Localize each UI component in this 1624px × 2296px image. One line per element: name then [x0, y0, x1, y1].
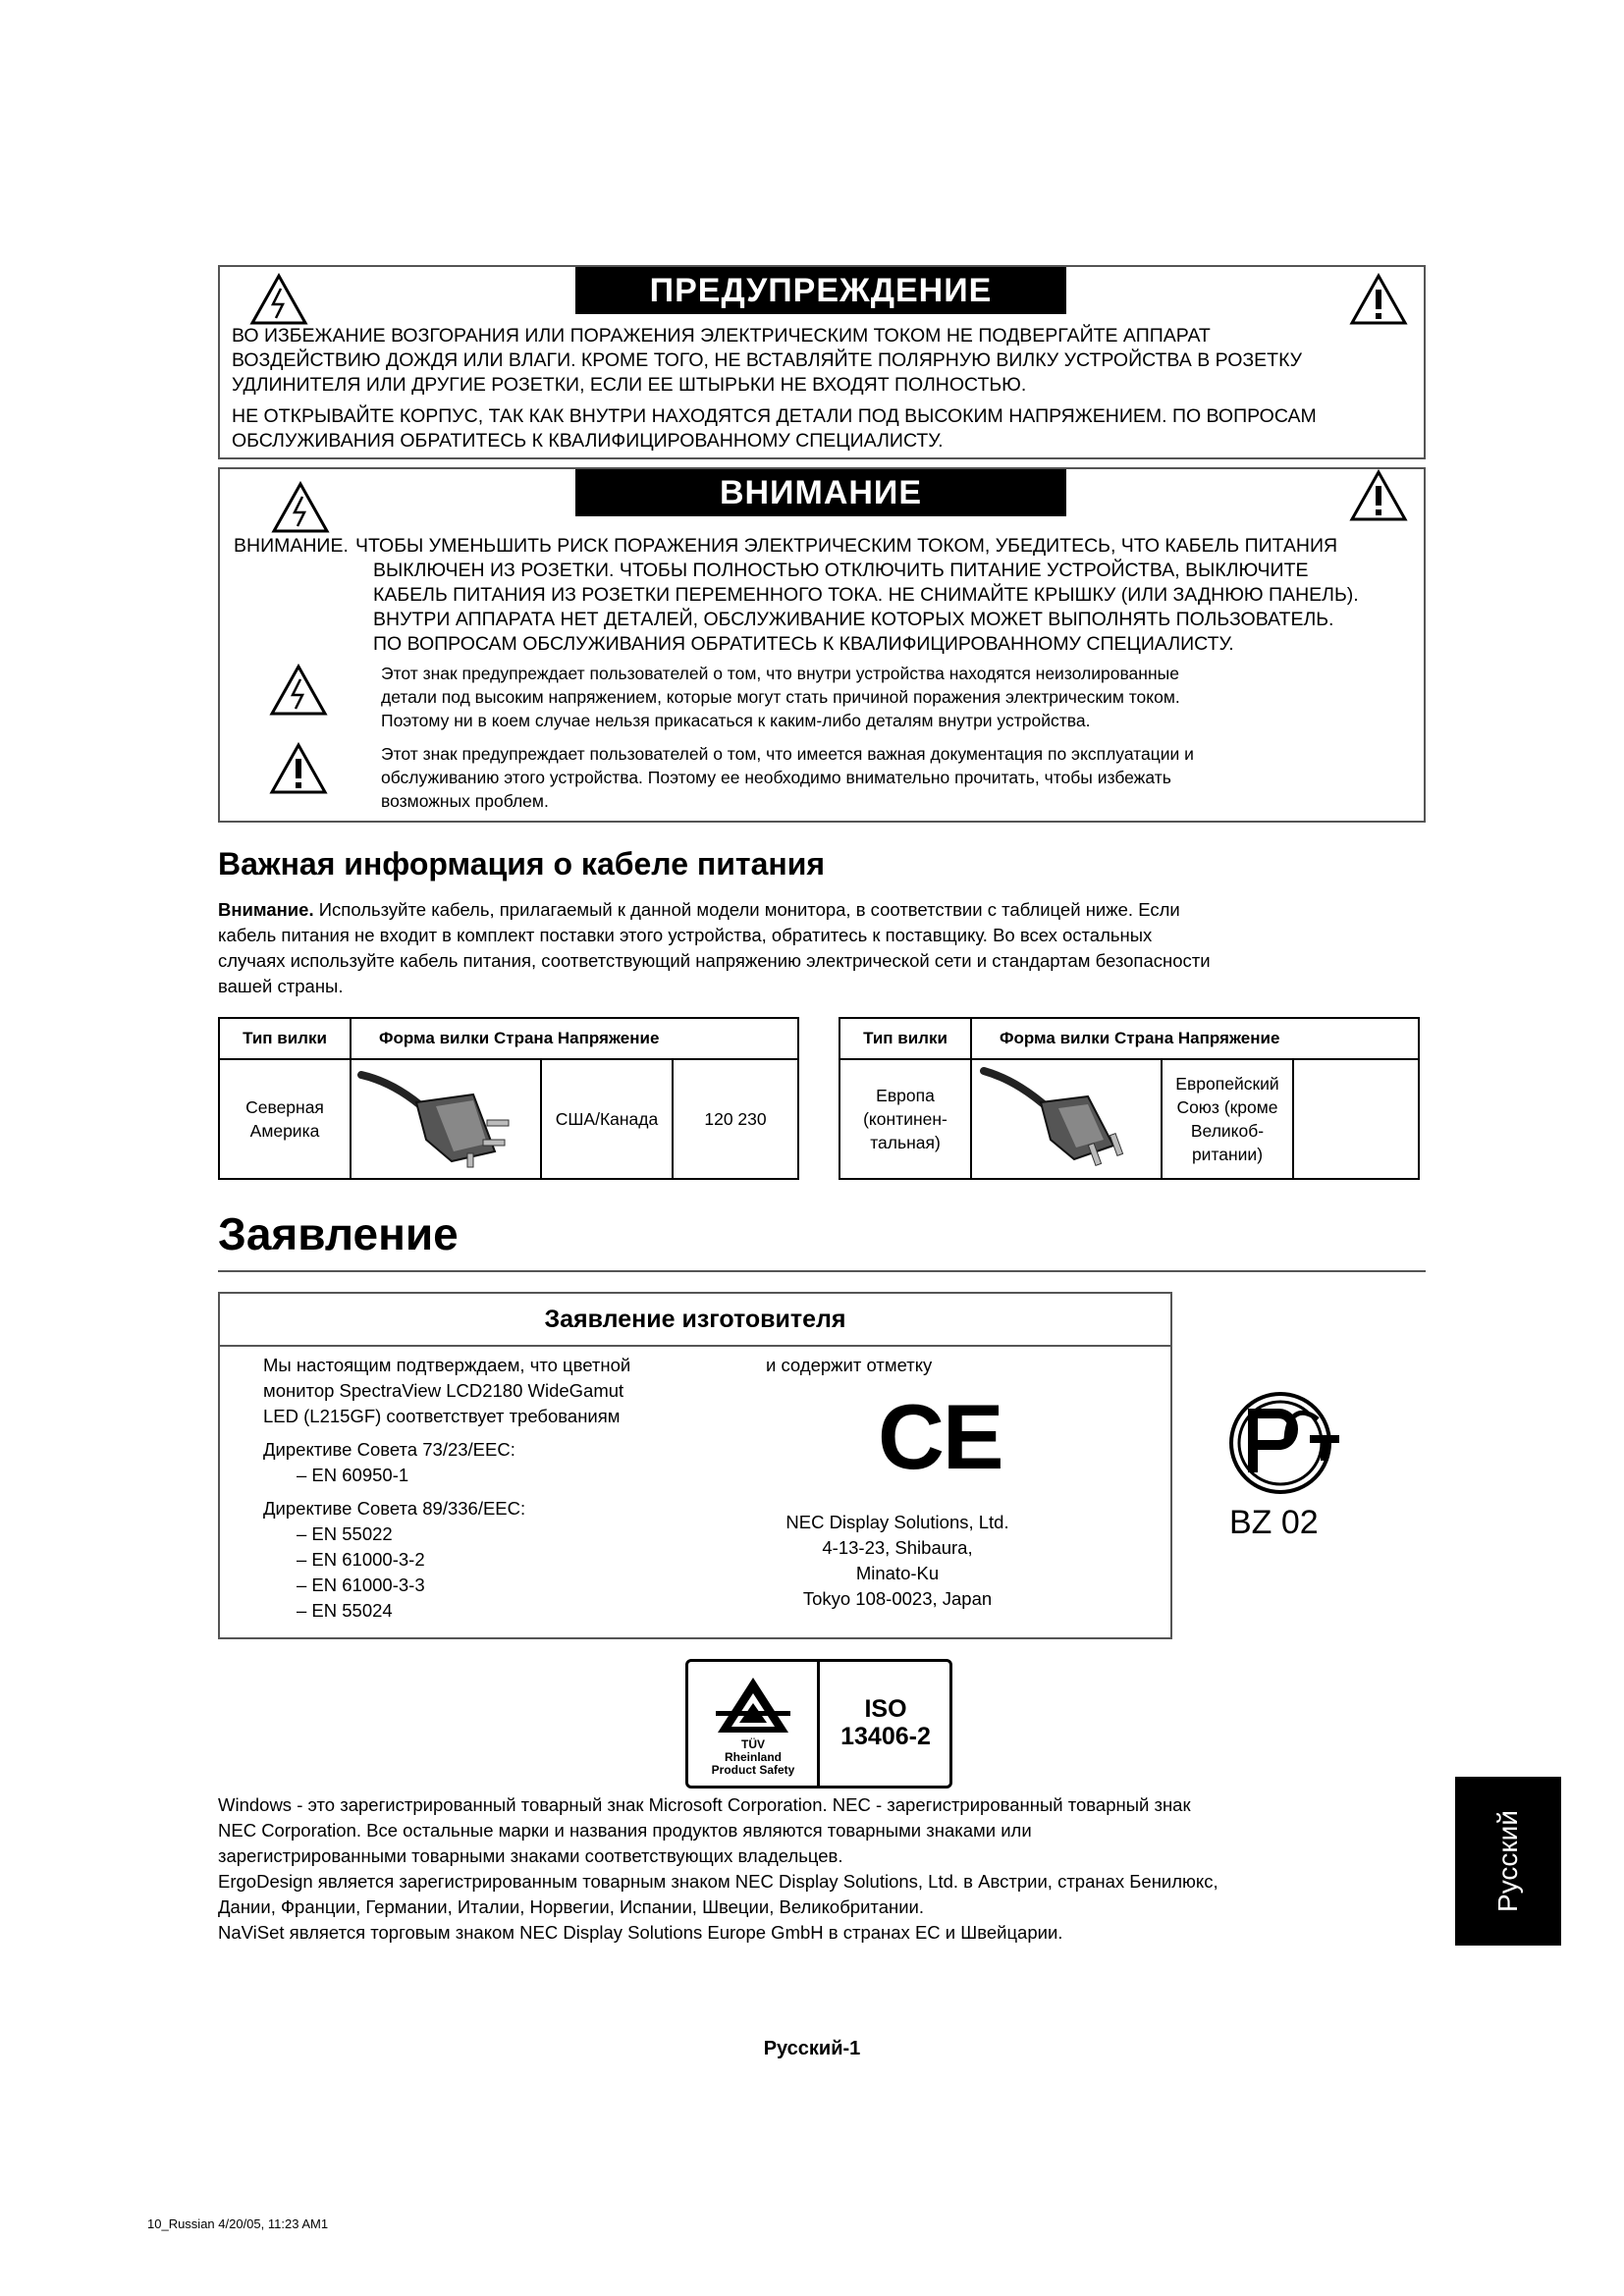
language-side-tab — [1455, 1777, 1561, 1946]
warning-box — [218, 265, 1426, 459]
plug-type-cell: Северная Америка — [219, 1059, 351, 1179]
declaration-left-text: Мы настоящим подтверждаем, что цветной монитор SpectraView LCD2180 WideGamut LED (L215GF) соответствует требованиям Директиве Совета 73/23/EEC: – EN 60950-1 Директиве Совета 89/336/EEC: – EN 55022 – EN 61000-3-2 – EN 61000-3-3 – EN 55024 — [263, 1355, 631, 1621]
plug-shape-cell — [971, 1059, 1162, 1179]
page-number: Русский-1 — [763, 2038, 861, 2059]
header-shape-country-voltage — [971, 1018, 1419, 1059]
header-plug-type: Тип вилки — [839, 1018, 971, 1059]
exclamation-warning-icon — [1349, 469, 1408, 522]
country-cell: Европейский Союз (кроме Великоб- ритании) — [1162, 1059, 1293, 1179]
declaration-right-label: и содержит отметку — [766, 1355, 933, 1375]
country-cell: США/Канада — [541, 1059, 673, 1179]
plug-type-cell: Европа (континен- тальная) — [839, 1059, 971, 1179]
power-cable-text: Внимание. Используйте кабель, прилагаемый к данной модели монитора, в соответствии с таблицей ниже. Если кабель питания не входит в комплект поставки этого устройства, обратитесь к поставщику. Во всех остальных случаях используйте кабель питания, соответствующий напряжению электрической сети и стандартам безопасности вашей страны. — [218, 899, 1211, 996]
header-plug-type: Тип вилки — [219, 1018, 351, 1059]
header-shape-country-voltage — [351, 1018, 798, 1059]
tuv-brand-text: TÜV Rheinland Product Safety — [711, 1737, 795, 1777]
declaration-heading: Заявление — [218, 1208, 459, 1259]
eu-plug-image — [978, 1061, 1155, 1171]
lightning-symbol-note: Этот знак предупреждает пользователей о том, что внутри устройства находятся неизолированные детали под высоким напряжением, которые могут стать причиной поражения электрическим током. Поэтому ни в коем случае нельзя прикасаться к каким-либо деталям внутри устройства. — [381, 664, 1180, 730]
caution-text: ЧТОБЫ УМЕНЬШИТЬ РИСК ПОРАЖЕНИЯ ЭЛЕКТРИЧЕСКИМ ТОКОМ, УБЕДИТЕСЬ, ЧТО КАБЕЛЬ ПИТАНИЯ ВЫКЛЮЧЕН ИЗ РОЗЕТКИ. ЧТОБЫ ПОЛНОСТЬЮ ОТКЛЮЧИТЬ ПИТАНИЕ УСТРОЙСТВА, ВЫКЛЮЧИТЕ КАБЕЛЬ ПИТАНИЯ ИЗ РОЗЕТКИ ПЕРЕМЕННОГО ТОКА. НЕ СНИМАЙТЕ КРЫШКУ (ИЛИ ЗАДНЮЮ ПАНЕЛЬ). ВНУТРИ АППАРАТА НЕТ ДЕТАЛЕЙ, ОБСЛУЖИВАНИЕ КОТОРЫХ МОЖЕТ ВЫПОЛНЯТЬ ПОЛЬЗОВАТЕЛЬ. ПО ВОПРОСАМ ОБСЛУЖИВАНИЯ ОБРАТИТЕСЬ К КВАЛИФИЦИРОВАННОМУ СПЕЦИАЛИСТУ. — [355, 535, 1359, 655]
gost-code: BZ 02 — [1229, 1504, 1319, 1541]
warning-paragraph-2: НЕ ОТКРЫВАЙТЕ КОРПУС, ТАК КАК ВНУТРИ НАХОДЯТСЯ ДЕТАЛИ ПОД ВЫСОКИМ НАПРЯЖЕНИЕМ. ПО ВОПРОСАМ ОБСЛУЖИВАНИЯ ОБРАТИТЕСЬ К КВАЛИФИЦИРОВАННОМУ СПЕЦИАЛИСТУ. — [232, 405, 1317, 452]
plug-shape-cell — [351, 1059, 541, 1179]
heading-rule — [218, 1270, 1426, 1272]
gost-r-mark-icon — [1221, 1384, 1349, 1502]
header-country: Страна — [493, 1029, 554, 1047]
caution-title: ВНИМАНИЕ — [575, 469, 1066, 516]
lightning-warning-icon — [269, 664, 328, 717]
language-side-tab-label: Русский — [1492, 1810, 1523, 1912]
header-country: Страна — [1113, 1029, 1174, 1047]
header-voltage: Напряжение — [557, 1029, 660, 1047]
lightning-warning-icon — [249, 273, 308, 326]
print-footer-meta: 10_Russian 4/20/05, 11:23 AM1 — [147, 2216, 329, 2231]
manufacturer-address: NEC Display Solutions, Ltd. 4-13-23, Shibaura, Minato-Ku Tokyo 108-0023, Japan — [785, 1512, 1009, 1609]
warning-paragraph-1: ВО ИЗБЕЖАНИЕ ВОЗГОРАНИЯ ИЛИ ПОРАЖЕНИЯ ЭЛЕКТРИЧЕСКИМ ТОКОМ НЕ ПОДВЕРГАЙТЕ АППАРАТ ВОЗДЕЙСТВИЮ ДОЖДЯ ИЛИ ВЛАГИ. КРОМЕ ТОГО, НЕ ВСТАВЛЯЙТЕ ПОЛЯРНУЮ ВИЛКУ УСТРОЙСТВА В РОЗЕТКУ УДЛИНИТЕЛЯ ИЛИ ДРУГИЕ РОЗЕТКИ, ЕСЛИ ЕЕ ШТЫРЬКИ НЕ ВХОДЯТ ПОЛНОСТЬЮ. — [232, 325, 1303, 396]
voltage-cell — [1293, 1059, 1419, 1179]
tuv-triangle-icon — [714, 1674, 792, 1736]
trademark-notices: Windows - это зарегистрированный товарный знак Microsoft Corporation. NEC - зарегистрированный товарный знак NEC Corporation. Все остальные марки и названия продуктов являются товарными знаками или зарегистрированными товарными знаками соответствующих владельцев. ErgoDesign является зарегистрированным товарным знаком NEC Display Solutions, Ltd. в Австрии, странах Бенилюкс, Дании, Франции, Германии, Италии, Норвегии, Испании, Швеции, Великобритании. NaViSet является торговым знаком NEC Display Solutions Europe GmbH в странах ЕС и Швейцарии. — [218, 1794, 1218, 1943]
exclamation-warning-icon — [269, 742, 328, 795]
power-cable-heading: Важная информация о кабеле питания — [218, 846, 826, 881]
declaration-box-title: Заявление изготовителя — [544, 1306, 846, 1333]
declaration-box-rule — [220, 1345, 1170, 1347]
exclamation-warning-icon — [1349, 273, 1408, 326]
plug-table-north-america — [218, 1017, 799, 1180]
warning-title: ПРЕДУПРЕЖДЕНИЕ — [575, 267, 1066, 314]
badge-divider — [817, 1662, 820, 1786]
plug-table-europe — [839, 1017, 1420, 1180]
iso-standard-text: ISO 13406-2 — [840, 1695, 931, 1750]
tuv-iso-badge — [685, 1659, 952, 1789]
us-plug-image — [357, 1061, 534, 1171]
caution-box — [218, 467, 1426, 823]
header-plug-shape: Форма вилки — [379, 1029, 490, 1047]
manufacturer-declaration-box — [218, 1292, 1172, 1639]
voltage-cell: 120 230 — [673, 1059, 798, 1179]
caution-lead: ВНИМАНИЕ. — [234, 535, 349, 557]
lightning-warning-icon — [271, 481, 330, 534]
exclamation-symbol-note: Этот знак предупреждает пользователей о том, что имеется важная документация по эксплуатации и обслуживанию этого устройства. Поэтому ее необходимо внимательно прочитать, чтобы избежать возможных проблем. — [381, 744, 1194, 811]
ce-mark: CE — [878, 1385, 1002, 1488]
header-plug-shape: Форма вилки — [1000, 1029, 1110, 1047]
header-voltage: Напряжение — [1177, 1029, 1280, 1047]
